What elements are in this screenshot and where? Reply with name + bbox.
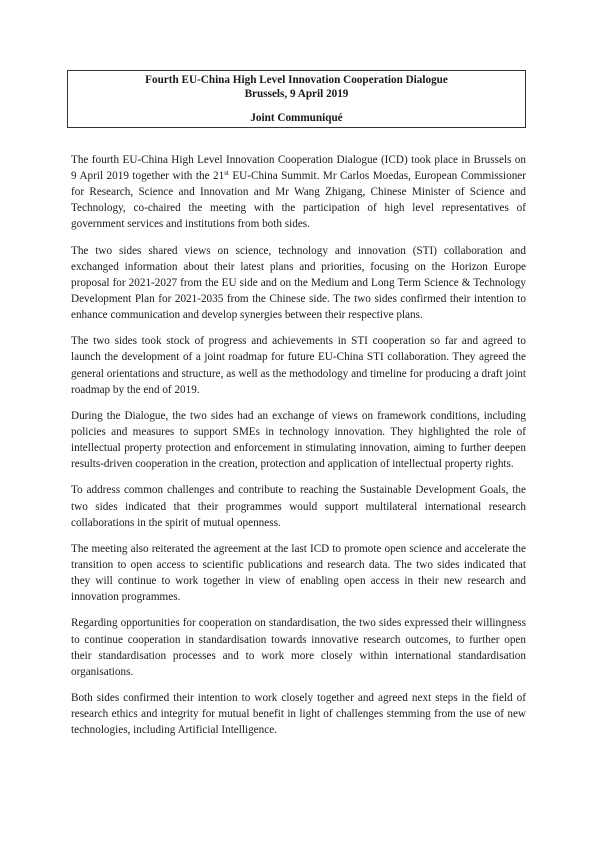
paragraph-1-text-a: The fourth EU-China High Level Innovation Cooperation Dialogue (ICD) took place in Brussels on 9 April 2019 together with the 21 [71,154,526,183]
header-box [67,70,526,128]
paragraph-1-text-b: EU-China Summit. Mr Carlos Moedas, European Commissioner for Research, Science and Innovation and Mr Wang Zhigang, Chinese Minister of Science and Technology, co-chaired the meeting with the participation of high level representatives of government services and institutions from both sides. [71,170,526,231]
paragraph-6: The meeting also reiterated the agreement at the last ICD to promote open science and accelerate the transition to open access to scientific publications and research data. The two sides indicated that they will continue to work together in view of enabling open access in their new research and innovation programmes. [71,542,526,604]
paragraph-2: The two sides shared views on science, technology and innovation (STI) collaboration and exchanged information about their latest plans and priorities, focusing on the Horizon Europe proposal for 2021-2027 from the EU side and on the Medium and Long Term Science & Technology Development Plan for 2021-2035 from the Chinese side. The two sides confirmed their intention to enhance communication and develop synergies between their respective plans. [71,244,526,322]
paragraph-3: The two sides took stock of progress and achievements in STI cooperation so far and agreed to launch the development of a joint roadmap for future EU-China STI collaboration. They agreed the general orientations and structure, as well as the methodology and timeline for producing a draft joint roadmap by the end of 2019. [71,335,526,396]
paragraph-4: During the Dialogue, the two sides had an exchange of views on framework conditions, including policies and measures to support SMEs in technology innovation. They highlighted the role of intellectual property protection and enforcement in stimulating innovation, aiming to further deepen results-driven cooperation in the creation, protection and application of intellectual property rights. [71,409,526,471]
paragraph-7: Regarding opportunities for cooperation on standardisation, the two sides expressed their willingness to continue cooperation in standardisation towards innovative research outcomes, to further open their standardisation processes and to work more closely within international standardisation organisations. [71,617,526,678]
paragraph-1 [71,152,526,232]
document-type: Joint Communiqué [250,112,343,124]
location-date: Brussels, 9 April 2019 [244,87,349,100]
ordinal-suffix: st [224,169,229,178]
header-spacer [68,101,525,112]
document-body [71,152,526,749]
paragraph-5: To address common challenges and contribute to reaching the Sustainable Development Goals, the two sides indicated that their programmes would support multilateral international research collaborations in the spirit of mutual openness. [71,484,526,529]
paragraph-8: Both sides confirmed their intention to work closely together and agreed next steps in the field of research ethics and integrity for mutual benefit in light of challenges stemming from the use of new technologies, including Artificial Intelligence. [71,692,526,737]
document-title: Fourth EU-China High Level Innovation Cooperation Dialogue [145,74,448,86]
